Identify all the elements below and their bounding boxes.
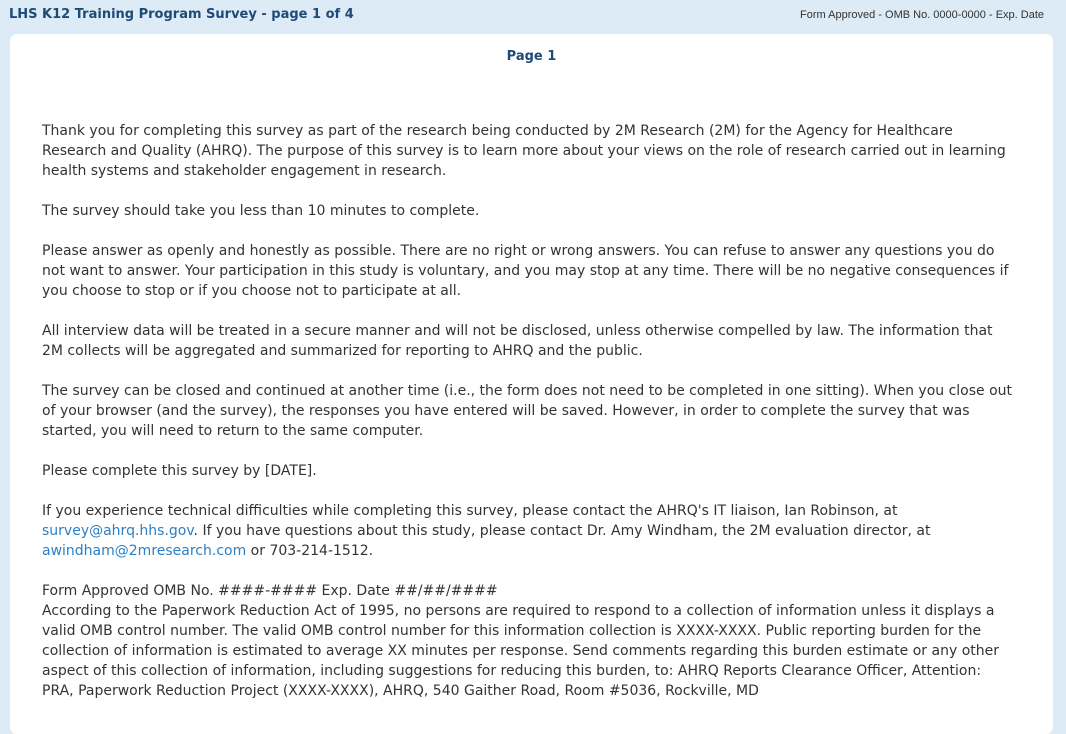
survey-intro-content (42, 121, 1017, 701)
omb-header-line: Form Approved - OMB No. 0000-0000 - Exp. Date (800, 9, 1044, 21)
director-email-link[interactable]: awindham@2mresearch.com (42, 543, 247, 559)
contact-text: or 703-214-1512. (246, 543, 374, 559)
intro-paragraph: Thank you for completing this survey as part of the research being conducted by 2M Research (2M) for the Agency for Healthcare Research and Quality (AHRQ). The purpose of this survey is to learn more about your views on the role of research carried out in learning health systems and stakeholder engagement in research. (42, 123, 1006, 179)
contact-text: . If you have questions about this study, please contact Dr. Amy Windham, the 2M evaluation director, at (193, 523, 931, 539)
save-progress-paragraph: The survey can be closed and continued at another time (i.e., the form does not need to be completed in one sitting). When you close out of your browser (and the survey), the responses you have entered will be saved. However, in order to complete the survey that was started, you will need to return to the same computer. (42, 383, 1013, 439)
survey-title: LHS K12 Training Program Survey - page 1 of 4 (9, 7, 354, 22)
duration-paragraph: The survey should take you less than 10 minutes to complete. (42, 203, 480, 219)
privacy-paragraph: All interview data will be treated in a secure manner and will not be disclosed, unless otherwise compelled by law. The information that 2M collects will be aggregated and summarized for reporting to AHRQ and the public. (42, 323, 993, 359)
omb-approval-line: Form Approved OMB No. ####-#### Exp. Date ##/##/#### (42, 583, 498, 599)
contact-paragraph (42, 501, 1017, 561)
it-email-link[interactable]: survey@ahrq.hhs.gov (42, 523, 194, 539)
participation-paragraph: Please answer as openly and honestly as possible. There are no right or wrong answers. You can refuse to answer any questions you do not want to answer. Your participation in this study is voluntary, and you may stop at any time. There will be no negative consequences if you choose to stop or if you choose not to participate at all. (42, 243, 1009, 299)
survey-card (10, 34, 1053, 734)
page-heading: Page 1 (506, 49, 557, 64)
paperwork-reduction-notice: According to the Paperwork Reduction Act of 1995, no persons are required to respond to a collection of information unless it displays a valid OMB control number. The valid OMB control number for this information collection is XXXX-XXXX. Public reporting burden for the collection of information is estimated to average XX minutes per response. Send comments regarding this burden estimate or any other aspect of this collection of information, including suggestions for reducing this burden, to: AHRQ Reports Clearance Officer, Attention: PRA, Paperwork Reduction Project (XXXX-XXXX), AHRQ, 540 Gaither Road, Room #5036, Rockville, MD (42, 603, 999, 699)
deadline-paragraph: Please complete this survey by [DATE]. (42, 463, 317, 479)
survey-header (0, 0, 1066, 34)
contact-text: If you experience technical difficulties while completing this survey, please contact the AHRQ's IT liaison, Ian Robinson, at (42, 503, 898, 519)
